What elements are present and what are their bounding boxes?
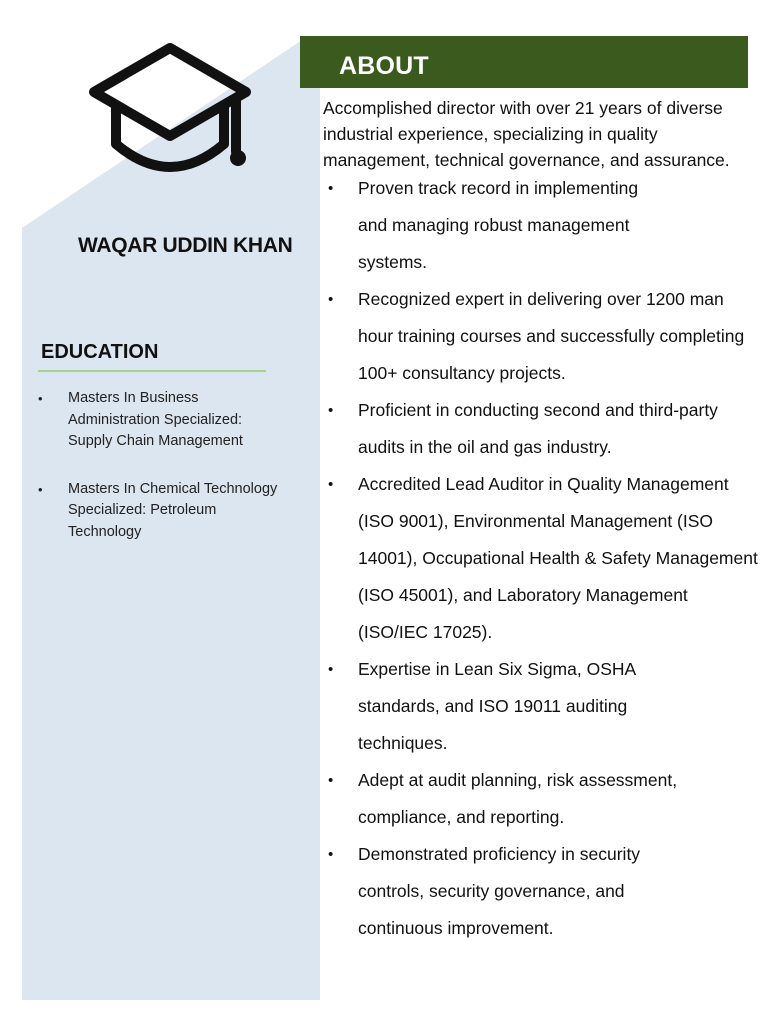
- about-bullet-item: [324, 762, 718, 836]
- about-bullet-text: Expertise in Lean Six Sigma, OSHA standards, and ISO 19011 auditing techniques.: [358, 659, 636, 753]
- about-bullet-item: [324, 466, 760, 651]
- about-bullet-text: Recognized expert in delivering over 1200 man hour training courses and successfully completing 100+ consultancy projects.: [358, 289, 745, 383]
- about-bullet-item: [324, 651, 668, 762]
- graduation-cap-icon: [88, 40, 252, 182]
- profile-name: WAQAR UDDIN KHAN: [78, 234, 293, 257]
- about-intro: Accomplished director with over 21 years of diverse industrial experience, specializing in quality management, technical governance, and assurance.: [323, 98, 730, 170]
- about-bullet-item: [324, 281, 760, 392]
- bullet-icon: •: [328, 402, 334, 419]
- education-item-text: Masters In Business Administration Specialized: Supply Chain Management: [68, 390, 243, 449]
- education-divider: [38, 370, 266, 372]
- about-bullet-item: [324, 170, 658, 281]
- bullet-icon: •: [328, 291, 334, 308]
- education-heading: EDUCATION: [41, 341, 159, 363]
- education-item: [38, 388, 278, 453]
- about-bullet-text: Demonstrated proficiency in security controls, security governance, and continuous improvement.: [358, 844, 641, 938]
- bullet-icon: •: [38, 391, 43, 406]
- about-bullet-text: Adept at audit planning, risk assessment, compliance, and reporting.: [358, 770, 678, 827]
- bullet-icon: •: [328, 846, 334, 863]
- about-bullet-item: [324, 392, 760, 466]
- bullet-icon: •: [328, 180, 334, 197]
- bullet-icon: •: [328, 772, 334, 789]
- about-bullet-text: Accredited Lead Auditor in Quality Management (ISO 9001), Environmental Management (ISO 14001), Occupational Health & Safety Management (ISO 45001), and Laboratory Management (ISO/IEC 17025).: [358, 474, 758, 642]
- about-bullet-list: [324, 170, 760, 947]
- education-item-text: Masters In Chemical Technology Specialized: Petroleum Technology: [68, 480, 278, 540]
- about-heading: ABOUT: [339, 52, 429, 80]
- about-bullet-text: Proficient in conducting second and third-party audits in the oil and gas industry.: [358, 400, 718, 457]
- bullet-icon: •: [328, 661, 334, 678]
- bullet-icon: •: [38, 481, 43, 497]
- bullet-icon: •: [328, 476, 334, 493]
- education-list: [38, 388, 278, 569]
- education-item: [38, 479, 278, 544]
- about-bullet-item: [324, 836, 698, 947]
- about-bullet-text: Proven track record in implementing and managing robust management systems.: [358, 178, 639, 272]
